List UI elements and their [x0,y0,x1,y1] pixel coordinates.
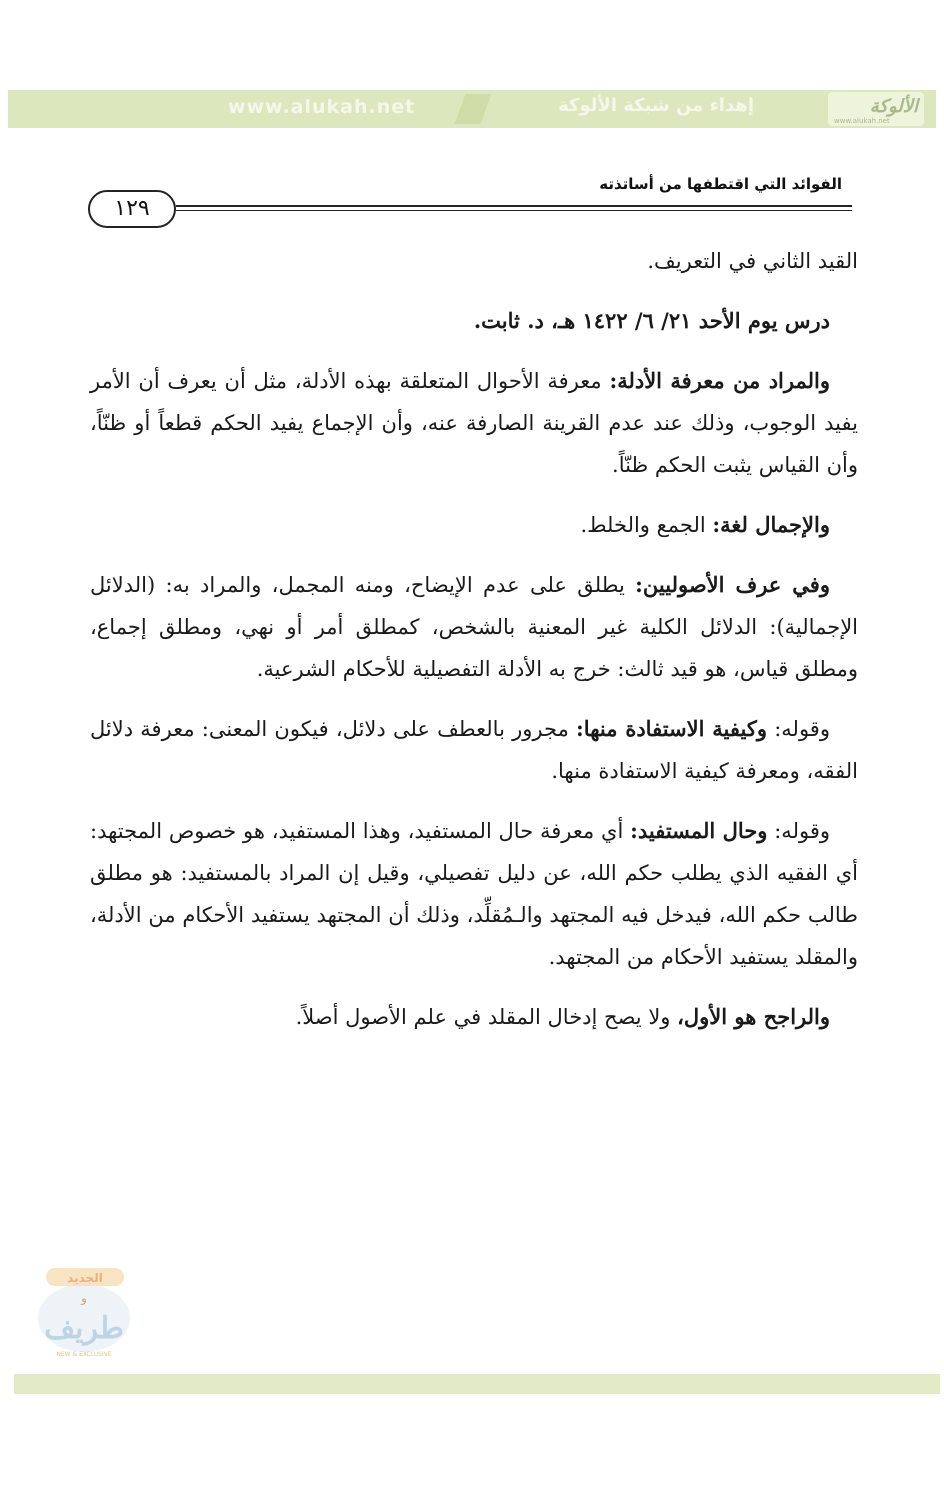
paragraph [90,810,858,978]
paragraph-text: الجمع والخلط. [580,513,713,537]
svg-text:و: و [81,1291,87,1305]
running-title: الفوائد التي اقتطفها من أساتذته [599,175,842,193]
paragraph-pre: وقوله: [767,717,830,741]
paragraph [90,996,858,1038]
svg-text:NEW & EXCLUSIVE: NEW & EXCLUSIVE [56,1351,112,1358]
paragraph-text: معرفة الأحوال المتعلقة بهذه الأدلة، مثل أن يعرف أن الأمر يفيد الوجوب، وذلك عند عدم القرينة الصارفة عنه، وأن الإجماع يفيد الحكم قطعاً أو ظنّاً، وأن القياس يثبت الحكم ظنّاً. [90,369,858,477]
paragraph-text: يطلق على عدم الإيضاح، ومنه المجمل، والمراد به: (الدلائل الإجمالية): الدلائل الكلية غير المعنية بالشخص، كمطلق أمر أو نهي، ومطلق إجماع، ومطلق قياس، هو قيد ثالث: خرج به الأدلة التفصيلية للأحكام الشرعية. [90,573,858,681]
svg-text:طريف: طريف [44,1311,124,1346]
header-rule [176,205,852,211]
new-exclusive-stamp [26,1262,142,1362]
svg-text:الجديد: الجديد [67,1271,103,1285]
page-number: ١٢٩ [88,190,176,228]
paragraph-text: ولا يصح إدخال المقلد في علم الأصول أصلاً. [295,1005,678,1029]
banner-divider [455,94,492,124]
lesson-date: درس يوم الأحد ٢١/ ٦/ ١٤٢٢ هـ، د. ثابت. [473,308,830,333]
logo-url: www.alukah.net [834,117,890,125]
paragraph [90,240,858,282]
paragraph-lead: وحال المستفيد: [630,818,768,843]
page-body [90,240,858,1056]
paragraph [90,564,858,690]
paragraph-text: مجرور بالعطف على دلائل، فيكون المعنى: معرفة دلائل الفقه، ومعرفة كيفية الاستفادة منها. [90,717,858,783]
paragraph-lead: والمراد من معرفة الأدلة: [609,368,830,393]
paragraph-lead: وفي عرف الأصوليين: [635,572,830,597]
footer-bar [14,1374,940,1394]
paragraph-text: أي معرفة حال المستفيد، وهذا المستفيد، هو خصوص المجتهد: أي الفقيه الذي يطلب حكم الله، عن دليل تفصيلي، وقيل إن المراد بالمستفيد: هو مطلق طالب حكم الله، فيدخل فيه المجتهد والـمُقلِّد، وذلك أن المجتهد يستفيد الأحكام من الأدلة، والمقلد يستفيد الأحكام من المجتهد. [90,819,858,969]
paragraph-lead: والراجح هو الأول، [677,1004,830,1029]
logo-text: الألوكة [869,96,918,117]
paragraph-pre: وقوله: [767,819,830,843]
alukah-logo[interactable] [828,92,924,126]
site-url[interactable]: www.alukah.net [228,96,416,118]
paragraph [90,360,858,486]
paragraph [90,300,858,342]
header-banner [8,90,936,128]
gift-text: إهداء من شبكة الألوكة [558,95,754,116]
paragraph-lead: والإجمال لغة: [712,512,830,537]
paragraph [90,708,858,792]
paragraph [90,504,858,546]
paragraph-lead: وكيفية الاستفادة منها: [576,716,767,741]
paragraph-text: القيد الثاني في التعريف. [647,249,858,273]
